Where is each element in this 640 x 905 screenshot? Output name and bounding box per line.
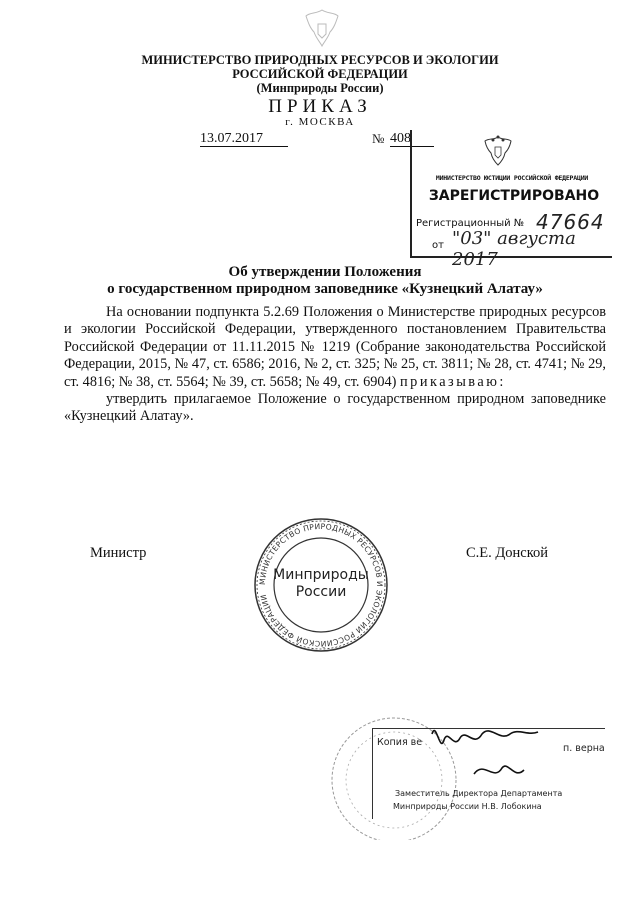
registration-number-label: Регистрационный № — [416, 218, 525, 229]
ministry-name-line1: МИНИСТЕРСТВО ПРИРОДНЫХ РЕСУРСОВ И ЭКОЛОГИИ — [141, 53, 499, 67]
ministry-seal — [252, 516, 390, 654]
registration-number: 47664 — [536, 210, 605, 234]
registration-date: "03" августа 2017 — [452, 228, 576, 270]
order-word: приказываю: — [400, 373, 506, 390]
registration-date-prefix: от — [432, 240, 444, 251]
copy-stamp-label: Копия ве — [377, 737, 423, 748]
body-paragraph-basis — [64, 304, 606, 391]
order-number-label: № — [372, 131, 385, 146]
copy-stamp-position: Заместитель Директора Департамента — [395, 789, 563, 798]
order-number: 408 — [390, 131, 434, 147]
body-paragraph-decision: утвердить прилагаемое Положение о государственном природном заповеднике «Кузнецкий Алатау». — [64, 391, 606, 425]
seal-ring-text: МИНИСТЕРСТВО ПРИРОДНЫХ РЕСУРСОВ И ЭКОЛОГИИ РОССИЙСКОЙ ФЕДЕРАЦИИ — [257, 521, 385, 649]
ministry-name-line2: РОССИЙСКОЙ ФЕДЕРАЦИИ — [232, 67, 408, 81]
copy-stamp — [372, 728, 605, 819]
order-date: 13.07.2017 — [200, 131, 288, 147]
document-body — [64, 304, 606, 426]
order-title: ПРИКАЗ — [268, 96, 372, 117]
state-emblem-icon — [300, 6, 344, 50]
registration-title: ЗАРЕГИСТРИРОВАНО — [428, 188, 600, 204]
basis-text: На основании подпункта 5.2.69 Положения о Министерстве природных ресурсов и экологии Российской Федерации, утвержденного постановлением Правительства Российской Федерации от 11.11.2015 № 1219 (Собрание законодательства Российской Федерации, 2015, № 47, ст. 6586; 2016, № 2, ст. 325; № 25, ст. 3811; № 28, ст. 4741; № 29, ст. 4816; № 38, ст. 5564; № 39, ст. 5658; № 49, ст. 6904) — [64, 304, 606, 390]
registration-authority: МИНИСТЕРСТВО ЮСТИЦИИ РОССИЙСКОЙ ФЕДЕРАЦИИ — [435, 174, 589, 182]
document-title — [80, 264, 570, 298]
copy-stamp-signer: Минприроды России Н.В. Лобокина — [393, 802, 542, 811]
eagle-emblem-icon — [480, 134, 516, 168]
signatory-name: С.Е. Донской — [466, 545, 549, 561]
seal-center-line1: Минприроды — [273, 567, 369, 583]
ministry-short-name: (Минприроды России) — [256, 81, 384, 95]
signatory-position: Министр — [90, 545, 147, 561]
document-title-line2: о государственном природном заповеднике «Кузнецкий Алатау» — [107, 281, 543, 297]
order-city: г. МОСКВА — [285, 116, 355, 128]
registration-stamp — [410, 130, 612, 270]
document-title-line1: Об утверждении Положения — [228, 264, 422, 280]
seal-center-line2: России — [295, 584, 347, 600]
copy-stamp-verified: п. верна — [563, 743, 605, 754]
ministry-name — [120, 53, 520, 95]
